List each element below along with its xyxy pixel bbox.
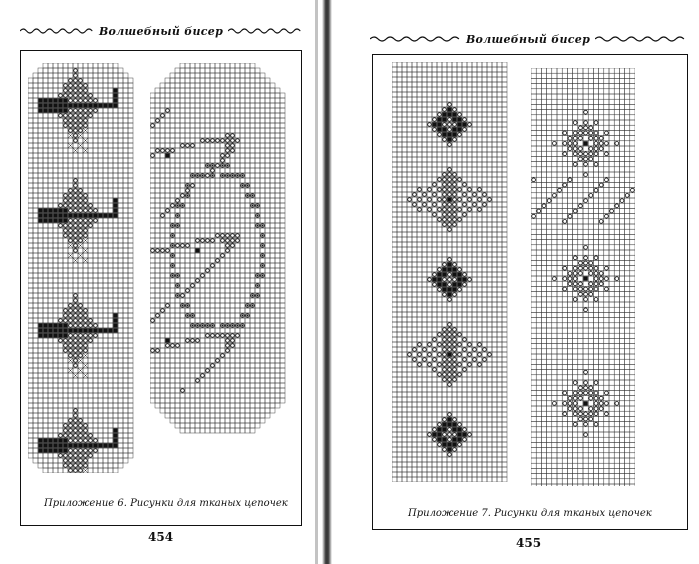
left-header-title: Волшебный бисер [98,24,224,38]
book-spine [322,0,332,564]
left-running-header [20,22,302,40]
bird-motif-chart [28,63,134,473]
diamond-motif-chart-open [531,68,635,486]
right-figure-caption: Приложение 7. Рисунки для тканых цепочек [408,508,652,519]
right-header-title: Волшебный бисер [465,32,591,46]
header-wave-ornament [595,34,686,44]
header-wave-ornament [20,26,94,36]
diamond-motif-chart-filled [392,62,508,482]
left-page-number: 454 [148,530,174,544]
swirl-motif-chart [150,63,286,435]
header-wave-ornament [370,34,461,44]
header-wave-ornament [228,26,302,36]
right-page-number: 455 [516,536,542,550]
left-figure-caption: Приложение 6. Рисунки для тканых цепочек [44,498,288,509]
right-running-header [370,30,686,48]
spine-shadow [315,0,318,564]
